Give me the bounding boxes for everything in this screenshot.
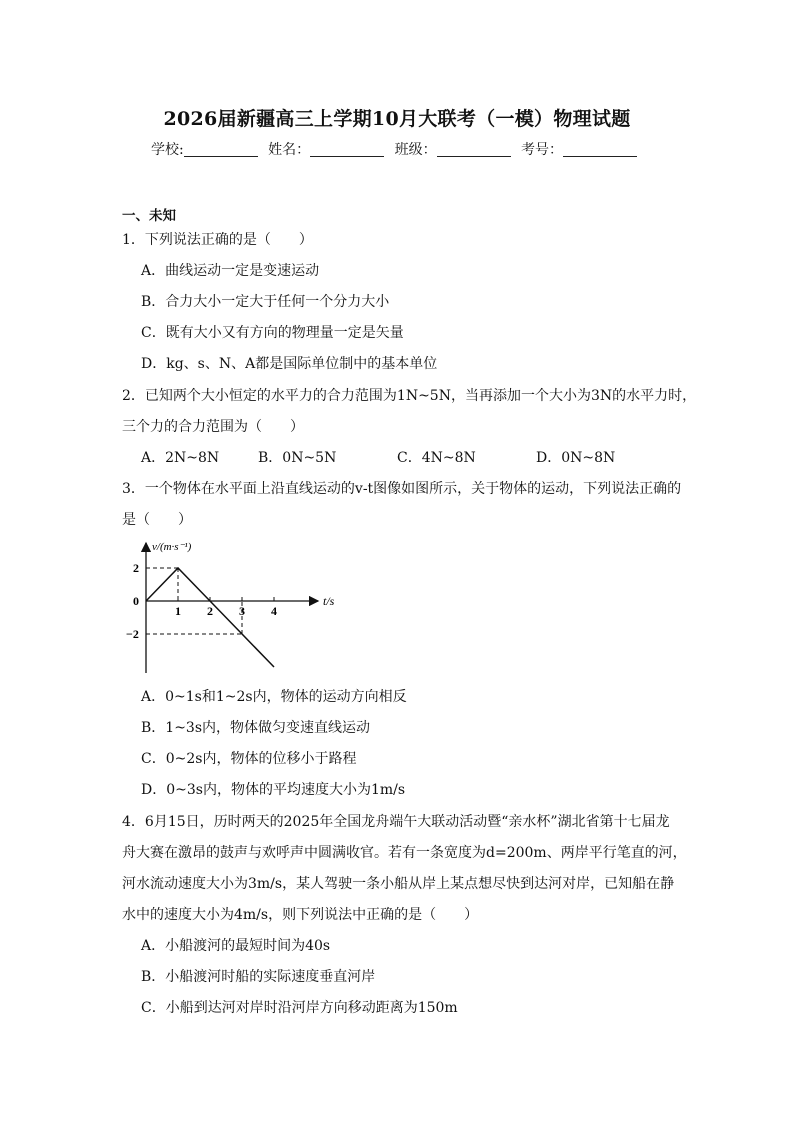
- x-axis-label: t/s: [323, 594, 335, 608]
- name-blank[interactable]: [310, 142, 384, 157]
- question-3-option-b: B．1~3s内，物体做匀变速直线运动: [141, 720, 371, 736]
- question-4-stem-line-4: 水中的速度大小为4m/s，则下列说法中正确的是（ ）: [122, 907, 479, 923]
- question-3-option-c: C．0~2s内，物体的位移小于路程: [141, 751, 357, 767]
- section-heading: 一、未知: [122, 208, 176, 224]
- question-1-option-d: D．kg、s、N、A都是国际单位制中的基本单位: [141, 356, 438, 372]
- question-1-option-a: A．曲线运动一定是变速运动: [141, 263, 320, 279]
- question-3-option-a: A．0~1s和1~2s内，物体的运动方向相反: [141, 689, 407, 705]
- x-tick-label: 2: [207, 604, 213, 618]
- page-title: 2026届新疆高三上学期10月大联考（一模）物理试题: [163, 108, 631, 130]
- x-tick-label: 1: [175, 604, 181, 618]
- question-1-stem: 1．下列说法正确的是（ ）: [122, 232, 313, 248]
- school-label: 学校:: [150, 142, 184, 158]
- class-label: 班级：: [394, 142, 437, 158]
- y-tick-label: 2: [133, 561, 139, 575]
- question-4-option-a: A．小船渡河的最短时间为40s: [141, 938, 331, 954]
- question-3-stem-line-2: 是（ ）: [122, 512, 192, 528]
- question-2-option-d: D．0N~8N: [536, 450, 616, 466]
- question-1-option-b: B．合力大小一定大于任何一个分力大小: [141, 294, 390, 310]
- question-2-option-b: B．0N~5N: [258, 450, 337, 466]
- student-info-line: [0, 139, 794, 159]
- question-4-stem-line-2: 舟大赛在激昂的鼓声与欢呼声中圆满收官。若有一条宽度为d=200m、两岸平行笔直的河，: [122, 845, 687, 861]
- question-4-option-b: B．小船渡河时船的实际速度垂直河岸: [141, 969, 376, 985]
- question-3-stem-line-1: 3．一个物体在水平面上沿直线运动的v-t图像如图所示，关于物体的运动，下列说法正确的: [122, 481, 682, 497]
- y-tick-label: 0: [133, 594, 139, 608]
- school-blank[interactable]: [184, 142, 258, 157]
- question-1-option-c: C．既有大小又有方向的物理量一定是矢量: [141, 325, 404, 341]
- question-4-option-c: C．小船到达河对岸时沿河岸方向移动距离为150m: [141, 1000, 458, 1016]
- exam-number-label: 考号：: [521, 142, 564, 158]
- question-2-option-a: A．2N~8N: [141, 450, 220, 466]
- question-3-option-d: D．0~3s内，物体的平均速度大小为1m/s: [141, 782, 406, 798]
- question-2-option-c: C．4N~8N: [397, 450, 476, 466]
- question-2-stem-line-1: 2．已知两个大小恒定的水平力的合力范围为1N~5N，当再添加一个大小为3N的水平力时，: [122, 388, 697, 404]
- x-tick-label: 3: [239, 604, 245, 618]
- x-tick-label: 4: [271, 604, 277, 618]
- exam-number-blank[interactable]: [563, 142, 637, 157]
- class-blank[interactable]: [437, 142, 511, 157]
- question-4-stem-line-1: 4．6月15日，历时两天的2025年全国龙舟端午大联动活动暨“亲水杯”湖北省第十七届龙: [122, 814, 670, 830]
- name-label: 姓名：: [268, 142, 311, 158]
- question-4-stem-line-3: 河水流动速度大小为3m/s，某人驾驶一条小船从岸上某点想尽快到达河对岸，已知船在静: [122, 876, 675, 892]
- y-axis-label: v/(m·s⁻¹): [152, 541, 192, 553]
- vt-graph: [122, 535, 362, 675]
- question-2-stem-line-2: 三个力的合力范围为（ ）: [122, 419, 304, 435]
- y-tick-label: −2: [126, 627, 139, 641]
